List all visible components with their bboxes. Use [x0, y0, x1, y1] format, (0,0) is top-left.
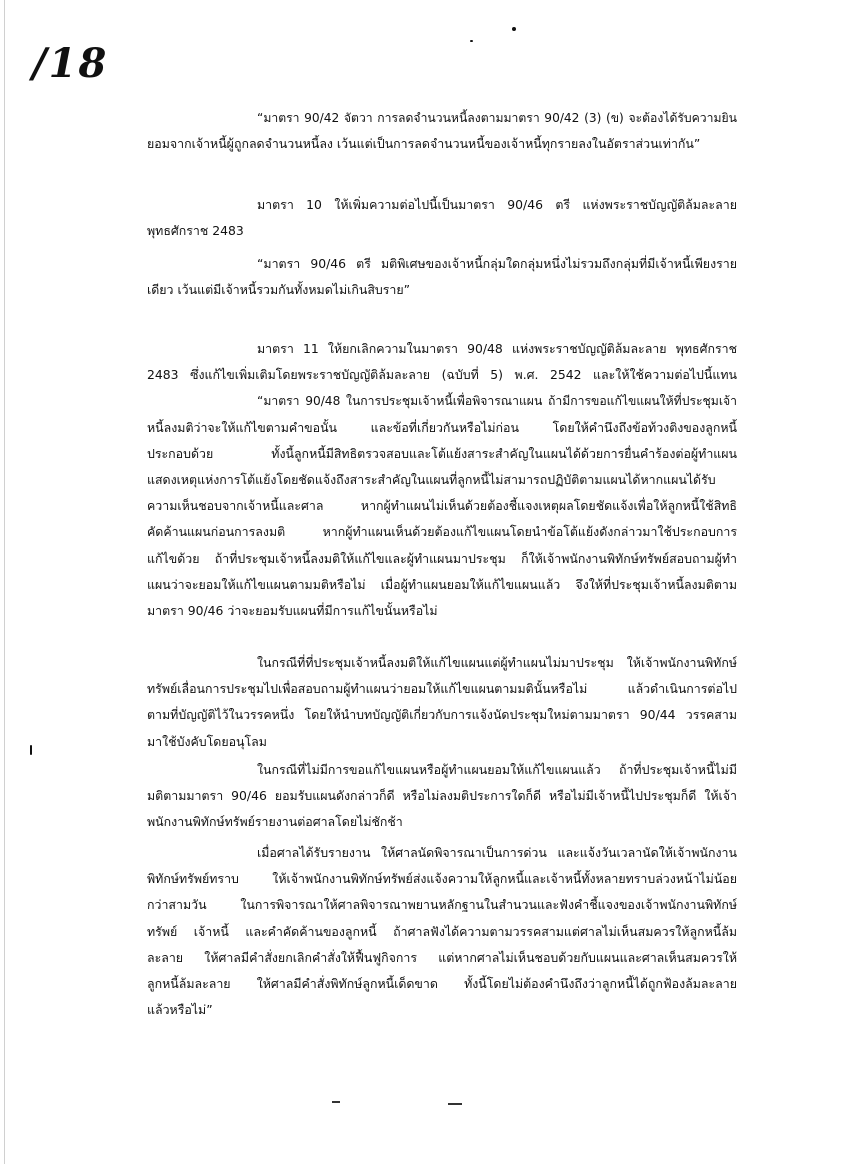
paragraph-3 [147, 251, 737, 303]
text-line: พิทักษ์ทรัพย์ทราบ ให้เจ้าพนักงานพิทักษ์ทรัพย์ส่งแจ้งความให้ลูกหนี้และเจ้าหนี้ทั้งหลายทราบล่วงหน้าไม่น้อย [147, 871, 737, 887]
text-line: มติตามมาตรา 90/46 ยอมรับแผนดังกล่าวก็ดี หรือไม่ลงมติประการใดก็ดี หรือไม่มีเจ้าหนี้ไปประชุมก็ดี ให้เจ้า [147, 788, 737, 804]
paragraph-6 [147, 757, 737, 836]
text-line: พนักงานพิทักษ์ทรัพย์รายงานต่อศาลโดยไม่ชักช้า [147, 814, 403, 830]
text-line: มาตรา 11 ให้ยกเลิกความในมาตรา 90/48 แห่งพระราชบัญญัติล้มละลาย พุทธศักราช [257, 341, 737, 356]
scan-edge [4, 0, 5, 1164]
text-line: ประกอบด้วย ทั้งนี้ลูกหนี้มีสิทธิตรวจสอบและโต้แย้งสาระสำคัญในแผนได้ด้วยการยื่นคำร้องต่อผู้ทำแผน [147, 445, 737, 461]
paragraph-7 [147, 840, 737, 1023]
text-line: แก้ไขด้วย ถ้าที่ประชุมเจ้าหนี้ลงมติให้แก้ไขและผู้ทำแผนมาประชุม ก็ให้เจ้าพนักงานพิทักษ์ทรัพย์สอบถามผู้ทำ [147, 550, 737, 566]
paragraph-1 [147, 105, 737, 157]
footer-dash [332, 1101, 340, 1103]
scan-speck [30, 745, 32, 755]
paragraph-4 [147, 336, 737, 624]
text-line: มาตรา 90/46 ว่าจะยอมรับแผนที่มีการแก้ไขนั้นหรือไม่ [147, 603, 438, 619]
text-line: 2483 ซึ่งแก้ไขเพิ่มเติมโดยพระราชบัญญัติล้มละลาย (ฉบับที่ 5) พ.ศ. 2542 และให้ใช้ความต่อไปนี้แทน [147, 367, 737, 383]
text-line: ในกรณีที่ที่ประชุมเจ้าหนี้ลงมติให้แก้ไขแผนแต่ผู้ทำแผนไม่มาประชุม ให้เจ้าพนักงานพิทักษ์ [257, 655, 737, 670]
text-line: เดียว เว้นแต่มีเจ้าหนี้รวมกันทั้งหมดไม่เกินสิบราย” [147, 282, 411, 298]
text-line: เมื่อศาลได้รับรายงาน ให้ศาลนัดพิจารณาเป็นการด่วน และแจ้งวันเวลานัดให้เจ้าพนักงาน [257, 845, 737, 860]
text-line: ละลาย ให้ศาลมีคำสั่งยกเลิกคำสั่งให้ฟื้นฟูกิจการ แต่หากศาลไม่เห็นชอบด้วยกับแผนและศาลเห็นสมควรให้ [147, 949, 737, 965]
text-line: ทรัพย์ เจ้าหนี้ และคำคัดค้านของลูกหนี้ ถ้าศาลฟังได้ความตามวรรคสามแต่ศาลไม่เห็นสมควรให้ลูกหนี้ล้ม [147, 923, 737, 939]
footer-dash [448, 1103, 462, 1105]
text-line: คัดค้านแผนก่อนการลงมติ หากผู้ทำแผนเห็นด้วยต้องแก้ไขแผนโดยนำข้อโต้แย้งดังกล่าวมาใช้ประกอบการ [147, 524, 737, 540]
text-line: แล้วหรือไม่” [147, 1002, 213, 1018]
scan-speck [512, 27, 516, 31]
text-line: “มาตรา 90/42 จัตวา การลดจำนวนหนี้ลงตามมาตรา 90/42 (3) (ข) จะต้องได้รับความยิน [257, 111, 737, 125]
text-line: มาตรา 10 ให้เพิ่มความต่อไปนี้เป็นมาตรา 90/46 ตรี แห่งพระราชบัญญัติล้มละลาย [257, 197, 737, 212]
paragraph-2 [147, 192, 737, 244]
text-line: ความเห็นชอบจากเจ้าหนี้และศาล หากผู้ทำแผนไม่เห็นด้วยต้องชี้แจงเหตุผลโดยชัดแจ้งเพื่อให้ลูกหนี้ใช้สิทธิ [147, 498, 737, 514]
page-number-handwritten: /18 [32, 40, 109, 87]
scan-speck [470, 40, 473, 42]
text-line: หนี้ลงมติว่าจะให้แก้ไขตามคำขอนั้น และข้อที่เกี่ยวกันหรือไม่ก่อน โดยให้คำนึงถึงข้อท้วงติงของลูกหนี้ [147, 419, 737, 435]
text-line: ทรัพย์เลื่อนการประชุมไปเพื่อสอบถามผู้ทำแผนว่ายอมให้แก้ไขแผนตามมตินั้นหรือไม่ แล้วดำเนินการต่อไป [147, 681, 737, 697]
text-line: กว่าสามวัน ในการพิจารณาให้ศาลพิจารณาพยานหลักฐานในสำนวนและฟังคำชี้แจงของเจ้าพนักงานพิทักษ์ [147, 897, 737, 913]
text-line: “มาตรา 90/48 ในการประชุมเจ้าหนี้เพื่อพิจารณาแผน ถ้ามีการขอแก้ไขแผนให้ที่ประชุมเจ้า [257, 394, 737, 409]
text-line: ตามที่บัญญัติไว้ในวรรคหนึ่ง โดยให้นำบทบัญญัติเกี่ยวกับการแจ้งนัดประชุมใหม่ตามมาตรา 90/44 วรรคสาม [147, 707, 737, 723]
text-line: แสดงเหตุแห่งการโต้แย้งโดยชัดแจ้งถึงสาระสำคัญในแผนที่ลูกหนี้ไม่สามารถปฏิบัติตามแผนได้หากแผนได้รับ [147, 472, 716, 488]
text-line: ยอมจากเจ้าหนี้ผู้ถูกลดจำนวนหนี้ลง เว้นแต่เป็นการลดจำนวนหนี้ของเจ้าหนี้ทุกรายลงในอัตราส่วนเท่ากัน” [147, 136, 701, 152]
text-line: “มาตรา 90/46 ตรี มติพิเศษของเจ้าหนี้กลุ่มใดกลุ่มหนึ่งไม่รวมถึงกลุ่มที่มีเจ้าหนี้เพียงราย [257, 256, 737, 271]
paragraph-5 [147, 650, 737, 755]
text-line: ในกรณีที่ไม่มีการขอแก้ไขแผนหรือผู้ทำแผนยอมให้แก้ไขแผนแล้ว ถ้าที่ประชุมเจ้าหนี้ไม่มี [257, 762, 737, 777]
text-line: มาใช้บังคับโดยอนุโลม [147, 733, 267, 749]
text-line: พุทธศักราช 2483 [147, 223, 244, 239]
text-line: ลูกหนี้ล้มละลาย ให้ศาลมีคำสั่งพิทักษ์ลูกหนี้เด็ดขาด ทั้งนี้โดยไม่ต้องคำนึงถึงว่าลูกหนี้ได้ถูกฟ้องล้มละลาย [147, 976, 737, 992]
text-line: แผนว่าจะยอมให้แก้ไขแผนตามมติหรือไม่ เมื่อผู้ทำแผนยอมให้แก้ไขแผนแล้ว จึงให้ที่ประชุมเจ้าหนี้ลงมติตาม [147, 576, 737, 592]
